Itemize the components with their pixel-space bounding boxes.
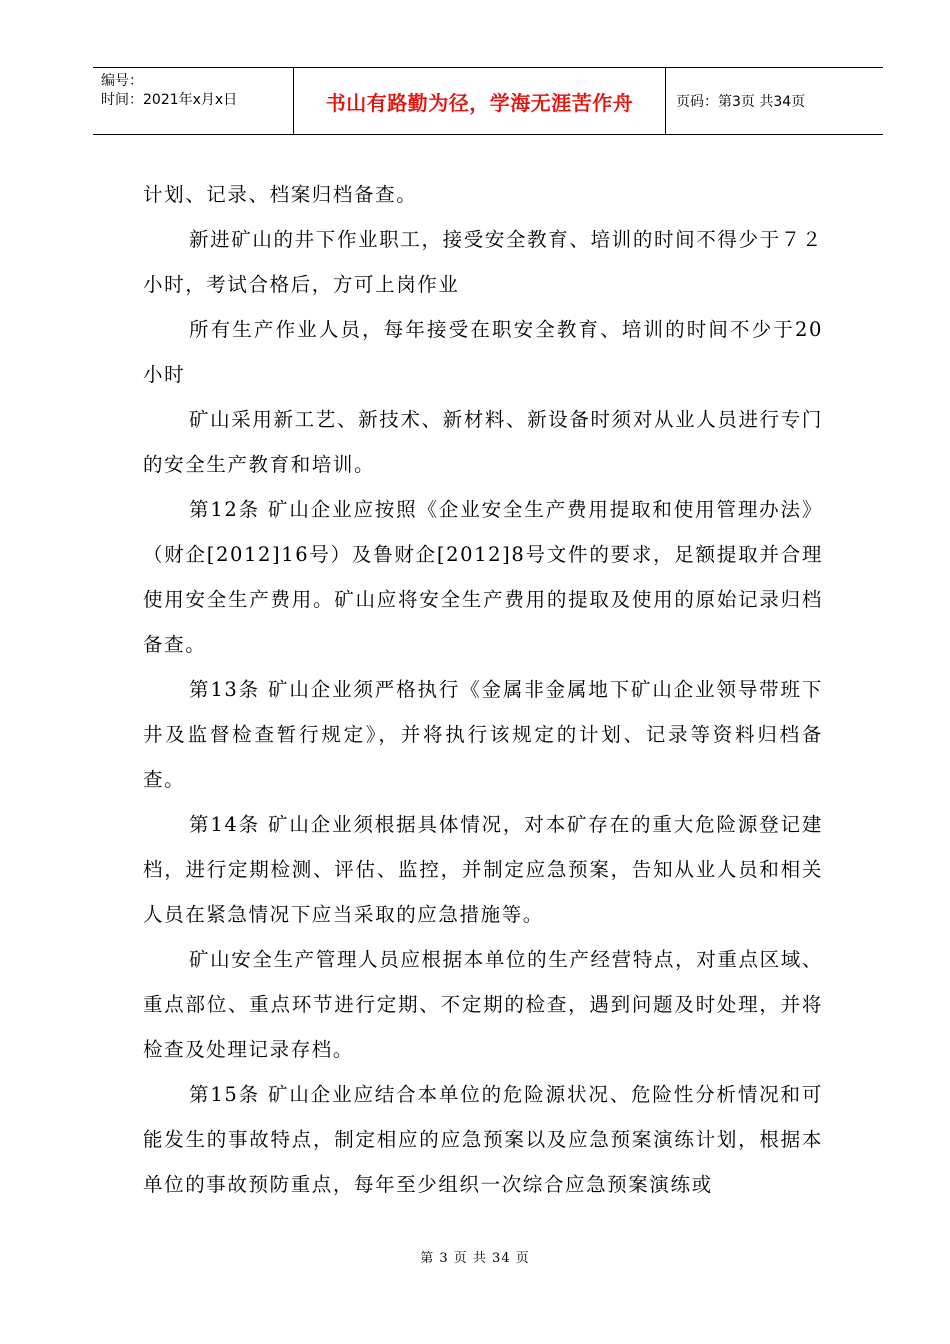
header-motto: 书山有路勤为径，学海无涯苦作舟 — [294, 68, 666, 134]
paragraph: 新进矿山的井下作业职工，接受安全教育、培训的时间不得少于７２小时，考试合格后，方可上岗作业 — [143, 228, 823, 296]
document-body — [143, 172, 823, 1207]
serial-label: 编号： — [101, 73, 143, 89]
time-label: 时间：2021年x月x日 — [101, 92, 238, 108]
paragraph: 所有生产作业人员，每年接受在职安全教育、培训的时间不少于20小时 — [143, 318, 823, 386]
paragraph-article-13: 第13条 矿山企业须严格执行《金属非金属地下矿山企业领导带班下井及监督检查暂行规定》，并将执行该规定的计划、记录等资料归档备查。 — [143, 678, 823, 791]
page-header — [93, 67, 883, 135]
paragraph: 矿山采用新工艺、新技术、新材料、新设备时须对从业人员进行专门的安全生产教育和培训。 — [143, 408, 823, 476]
paragraph-article-15: 第15条 矿山企业应结合本单位的危险源状况、危险性分析情况和可能发生的事故特点，制定相应的应急预案以及应急预案演练计划，根据本单位的事故预防重点，每年至少组织一次综合应急预案演练或 — [143, 1083, 823, 1196]
paragraph-article-14: 第14条 矿山企业须根据具体情况，对本矿存在的重大危险源登记建档，进行定期检测、评估、监控，并制定应急预案，告知从业人员和相关人员在紧急情况下应当采取的应急措施等。 — [143, 813, 823, 926]
header-meta — [93, 68, 294, 134]
paragraph-article-12: 第12条 矿山企业应按照《企业安全生产费用提取和使用管理办法》（财企[2012]16号）及鲁财企[2012]8号文件的要求，足额提取并合理使用安全生产费用。矿山应将安全生产费用的提取及使用的原始记录归档备查。 — [143, 498, 823, 656]
paragraph: 矿山安全生产管理人员应根据本单位的生产经营特点，对重点区域、重点部位、重点环节进行定期、不定期的检查，遇到问题及时处理，并将检查及处理记录存档。 — [143, 948, 823, 1061]
page-footer: 第 3 页 共 34 页 — [420, 1251, 530, 1266]
paragraph: 计划、记录、档案归档备查。 — [143, 183, 418, 206]
header-page-info: 页码：第3页 共34页 — [676, 94, 806, 110]
